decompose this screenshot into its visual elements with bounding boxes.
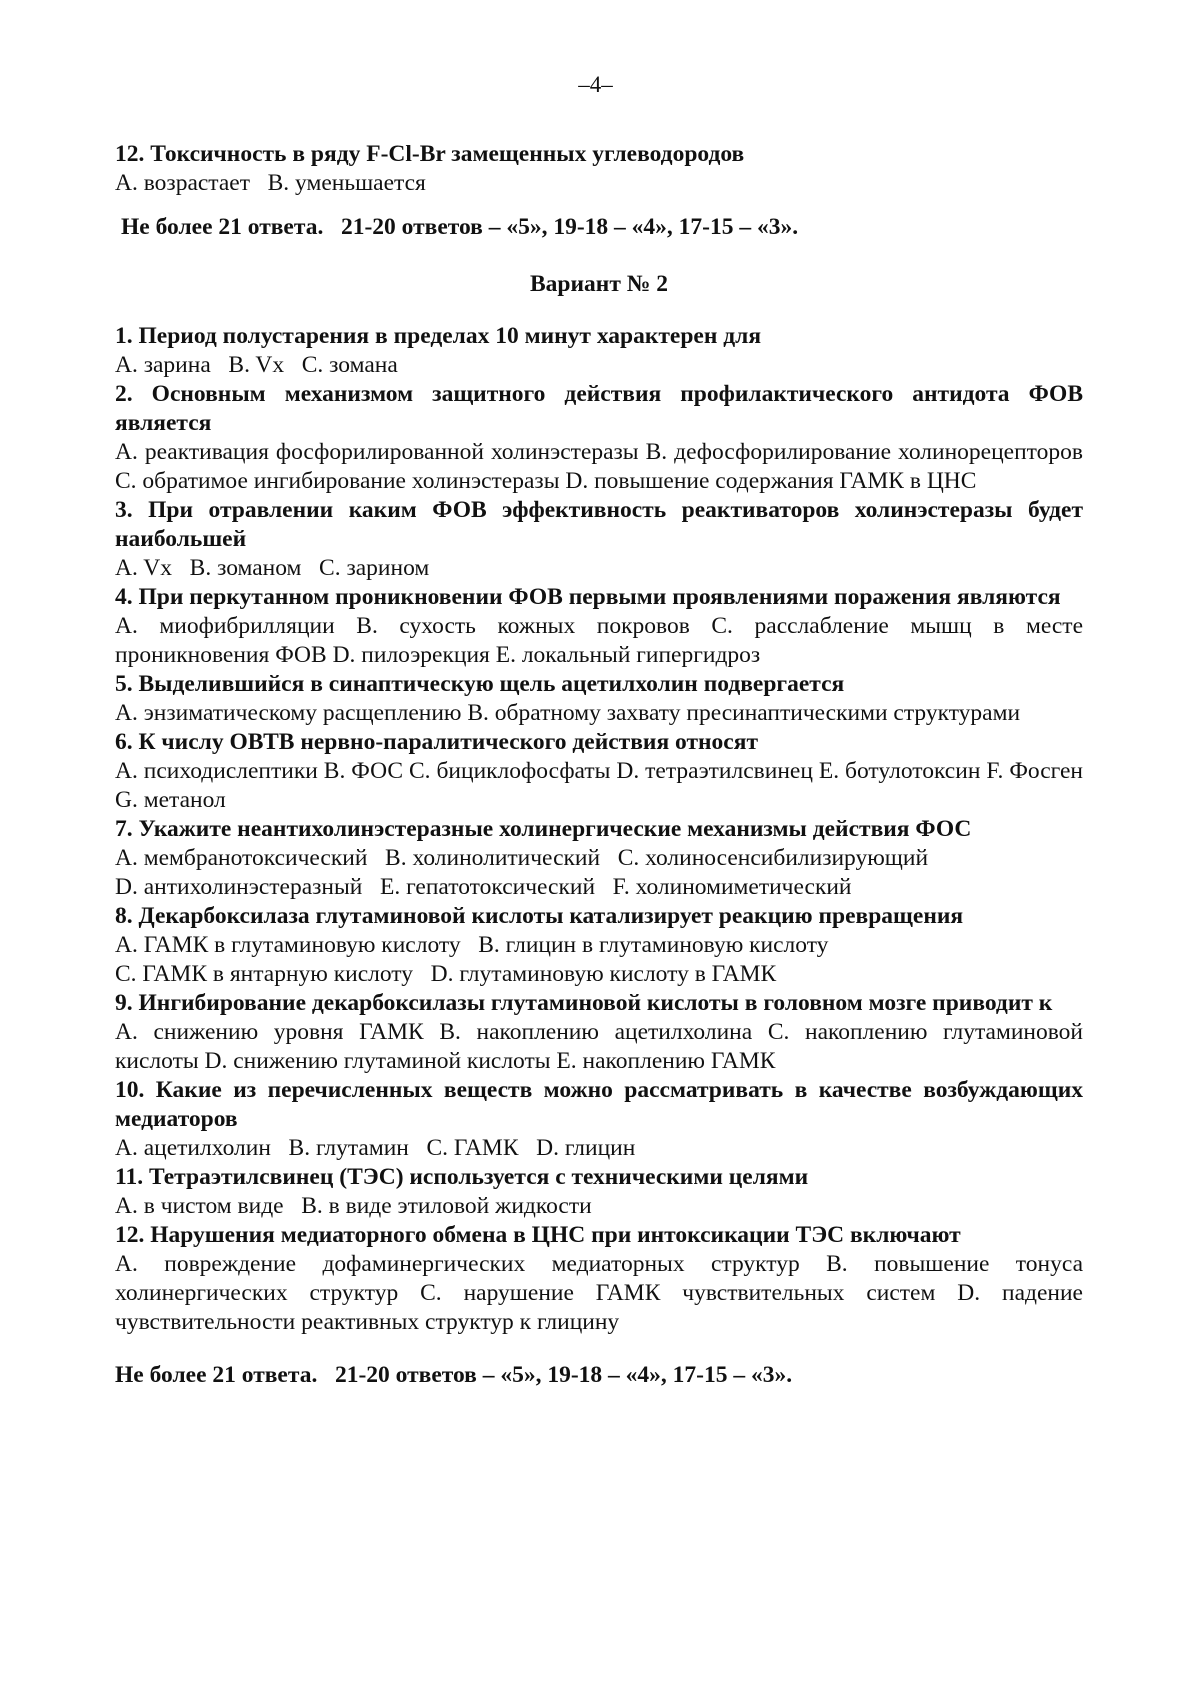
grading-note: Не более 21 ответа. 21-20 ответов – «5», 19-18 – «4», 17-15 – «3». — [121, 214, 799, 240]
question-title: 5. Выделившийся в синаптическую щель ацетилхолин подвергается — [115, 671, 845, 697]
page-content — [115, 140, 1083, 1390]
question-answers: A. мембранотоксический B. холинолитический C. холиносенсибилизирующий — [115, 845, 929, 871]
question-title: 1. Период полустарения в пределах 10 минут характерен для — [115, 323, 762, 349]
question-answers: A. повреждение дофаминергических медиаторных структур B. повышение тонуса холинергических структур C. нарушение ГАМК чувствительных систем D. падение чувствительности реактивных структур к глицину — [115, 1251, 1083, 1335]
question-answers: A. Vx B. зоманом C. зарином — [115, 555, 430, 581]
question-answers: A. ацетилхолин B. глутамин C. ГАМК D. глицин — [115, 1135, 636, 1161]
question-item — [115, 583, 1083, 670]
question-answers: A. психодислептики B. ФОС C. бициклофосфаты D. тетраэтилсвинец E. ботулотоксин F. Фосген G. метанол — [115, 758, 1083, 813]
question-title: 11. Тетраэтилсвинец (ТЭС) используется с техническими целями — [115, 1164, 809, 1190]
question-item — [115, 902, 1083, 989]
question-title: 8. Декарбоксилаза глутаминовой кислоты катализирует реакцию превращения — [115, 903, 964, 929]
question-list — [115, 322, 1083, 1337]
page-number: –4– — [578, 72, 613, 97]
question-title: 2. Основным механизмом защитного действия профилактического антидота ФОВ является — [115, 381, 1083, 436]
question-item — [115, 815, 1083, 902]
question-title: 4. При перкутанном проникновении ФОВ первыми проявлениями поражения являются — [115, 584, 1061, 610]
question-title: 12. Нарушения медиаторного обмена в ЦНС при интоксикации ТЭС включают — [115, 1222, 961, 1248]
question-answers-continued: D. антихолинэстеразный E. гепатотоксический F. холиномиметический — [115, 874, 852, 900]
question-item — [115, 989, 1083, 1076]
question-answers: A. энзиматическому расщеплению B. обратному захвату пресинаптическими структурами — [115, 700, 1021, 726]
question-answers-continued: C. ГАМК в янтарную кислоту D. глутаминовую кислоту в ГАМК — [115, 961, 777, 987]
question-answers: A. ГАМК в глутаминовую кислоту B. глицин в глутаминовую кислоту — [115, 932, 829, 958]
grading-note: Не более 21 ответа. 21-20 ответов – «5», 19-18 – «4», 17-15 – «3». — [115, 1362, 793, 1388]
question-title: 9. Ингибирование декарбоксилазы глутаминовой кислоты в головном мозге приводит к — [115, 990, 1053, 1016]
question-item — [115, 380, 1083, 496]
question-answers: A. возрастает B. уменьшается — [115, 170, 426, 196]
question-title: 10. Какие из перечисленных веществ можно рассматривать в качестве возбуждающих медиаторов — [115, 1077, 1083, 1132]
question-item — [115, 670, 1083, 728]
question-item — [115, 1076, 1083, 1163]
question-title: 3. При отравлении каким ФОВ эффективность реактиваторов холинэстеразы будет наибольшей — [115, 497, 1083, 552]
question-item — [115, 496, 1083, 583]
question-answers: A. в чистом виде B. в виде этиловой жидкости — [115, 1193, 592, 1219]
question-answers: A. миофибрилляции B. сухость кожных покровов C. расслабление мышц в месте проникновения ФОВ D. пилоэрекция E. локальный гипергидроз — [115, 613, 1083, 668]
question-answers: A. зарина B. Vx C. зомана — [115, 352, 398, 378]
question-item — [115, 728, 1083, 815]
question-item — [115, 1163, 1083, 1221]
question-item — [115, 1221, 1083, 1337]
question-title: 6. К числу ОВТВ нервно-паралитического действия относят — [115, 729, 758, 755]
question-item — [115, 322, 1083, 380]
variant-title: Вариант № 2 — [530, 271, 668, 297]
question-answers: A. снижению уровня ГАМК B. накоплению ацетилхолина C. накоплению глутаминовой кислоты D. снижению глутаминой кислоты E. накоплению ГАМК — [115, 1019, 1083, 1074]
question-answers: A. реактивация фосфорилированной холинэстеразы B. дефосфорилирование холинорецепторов C. обратимое ингибирование холинэстеразы D. повышение содержания ГАМК в ЦНС — [115, 439, 1083, 494]
question-title: 12. Токсичность в ряду F-Cl-Br замещенных углеводородов — [115, 141, 745, 167]
question-title: 7. Укажите неантихолинэстеразные холинергические механизмы действия ФОС — [115, 816, 972, 842]
